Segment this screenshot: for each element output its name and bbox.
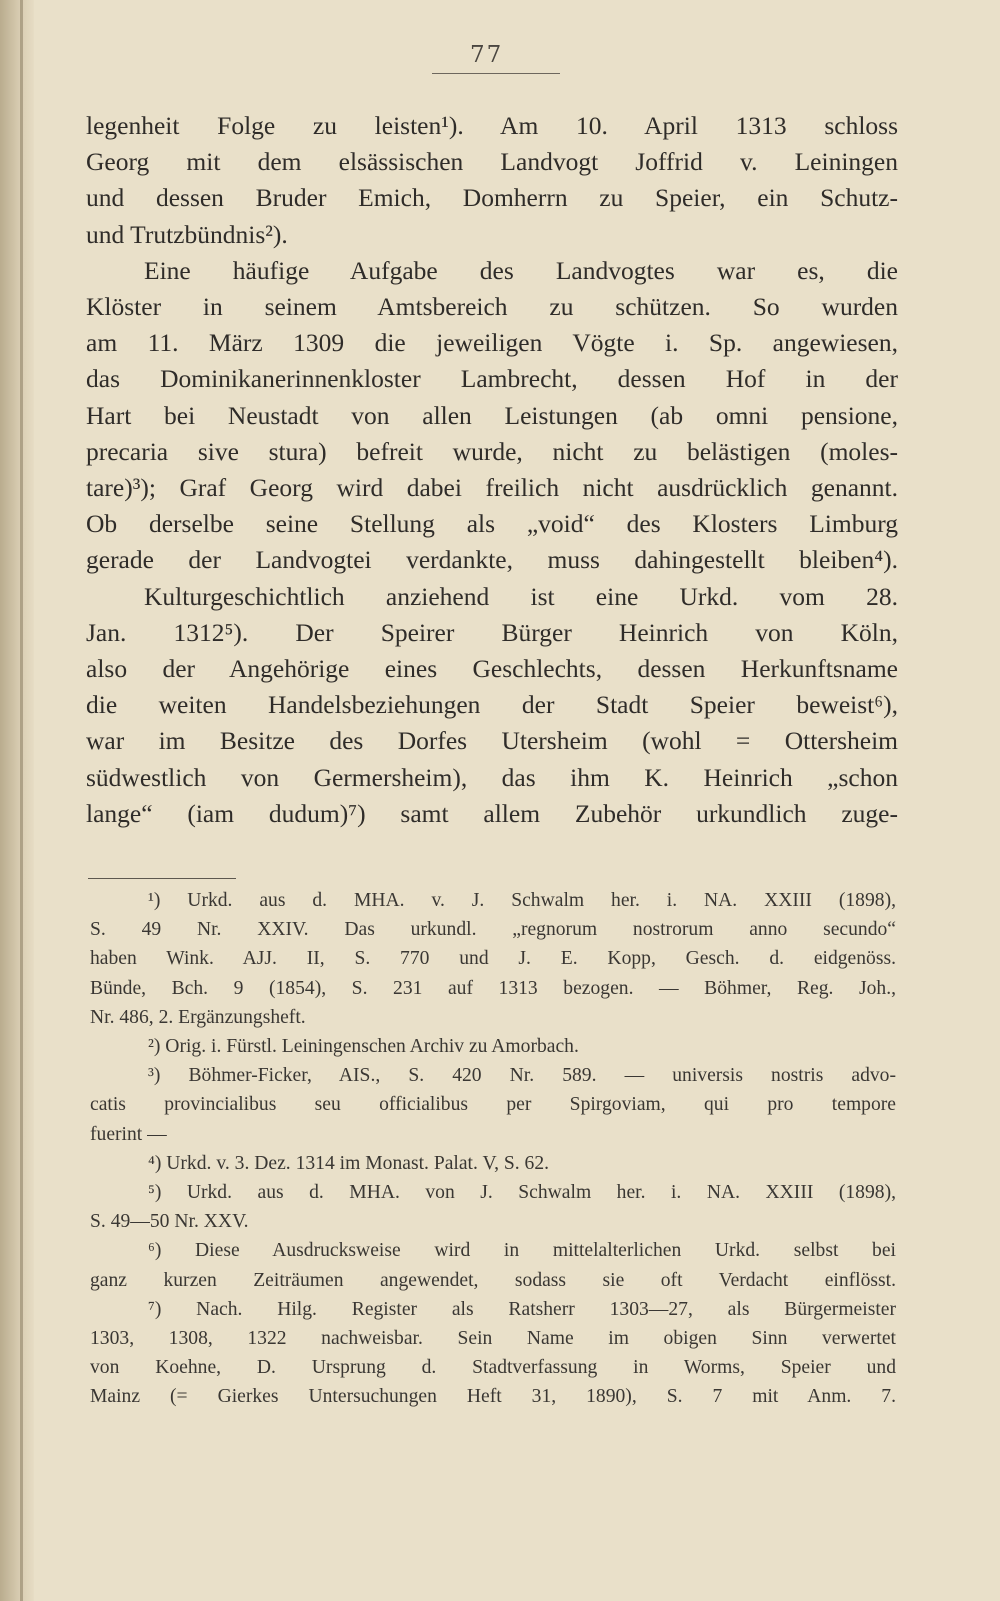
text-line: gerade der Landvogtei verdankte, muss dahingestellt bleiben⁴).	[86, 545, 898, 575]
footnote-line: Mainz (= Gierkes Untersuchungen Heft 31, 1890), S. 7 mit Anm. 7.	[90, 1386, 896, 1408]
footnote-line: von Koehne, D. Ursprung d. Stadtverfassung in Worms, Speier und	[90, 1357, 896, 1379]
book-spine-shadow	[0, 0, 34, 1601]
text-line: legenheit Folge zu leisten¹). Am 10. April 1313 schloss	[86, 111, 898, 140]
text-line: Kulturgeschichtlich anziehend ist eine Urkd. vom 28.	[144, 581, 898, 611]
text-line: precaria sive stura) befreit wurde, nicht zu belästigen (moles-	[86, 436, 898, 466]
text-line: war im Besitze des Dorfes Utersheim (wohl = Ottersheim	[86, 726, 898, 756]
footnote-line: ⁵) Urkd. aus d. MHA. von J. Schwalm her. i. NA. XXIII (1898),	[148, 1182, 896, 1204]
footnote-line: ganz kurzen Zeiträumen angewendet, sodass sie oft Verdacht einflösst.	[90, 1269, 896, 1291]
footnote-line: ¹) Urkd. aus d. MHA. v. J. Schwalm her. i. NA. XXIII (1898),	[148, 890, 896, 911]
binding-edge	[20, 0, 23, 1601]
footnote-separator	[88, 878, 236, 879]
footnote-line: ⁶) Diese Ausdrucksweise wird in mittelalterlichen Urkd. selbst bei	[148, 1240, 896, 1262]
main-text	[86, 108, 898, 832]
footnote-line: ⁴) Urkd. v. 3. Dez. 1314 im Monast. Palat. V, S. 62.	[148, 1152, 550, 1174]
footnote-line: ⁷) Nach. Hilg. Register als Ratsherr 1303—27, als Bürgermeister	[148, 1298, 896, 1320]
text-line: das Dominikanerinnenkloster Lambrecht, dessen Hof in der	[86, 364, 898, 394]
footnote-line: catis provincialibus seu officialibus per Spirgoviam, qui pro tempore	[90, 1094, 896, 1116]
text-line: Eine häufige Aufgabe des Landvogtes war es, die	[144, 255, 898, 285]
text-line: und Trutzbündnis²).	[86, 219, 288, 249]
text-line: Georg mit dem elsässischen Landvogt Joffrid v. Leiningen	[86, 147, 898, 177]
text-line: Jan. 1312⁵). Der Speirer Bürger Heinrich von Köln,	[86, 617, 898, 647]
text-line: und dessen Bruder Emich, Domherrn zu Speier, ein Schutz-	[86, 183, 898, 213]
text-line: Klöster in seinem Amtsbereich zu schützen. So wurden	[86, 292, 898, 322]
text-line: am 11. März 1309 die jeweiligen Vögte i. Sp. angewiesen,	[86, 328, 898, 358]
footnote-line: fuerint —	[90, 1123, 167, 1145]
footnote-line: ³) Böhmer-Ficker, AIS., S. 420 Nr. 589. — universis nostris advo-	[148, 1065, 896, 1087]
text-line: die weiten Handelsbeziehungen der Stadt Speier beweist⁶),	[86, 690, 898, 720]
footnote-line: S. 49 Nr. XXIV. Das urkundl. „regnorum nostrorum anno secundo“	[90, 919, 896, 941]
footnote-line: haben Wink. AJJ. II, S. 770 und J. E. Kopp, Gesch. d. eidgenöss.	[90, 948, 896, 970]
text-line: südwestlich von Germersheim), das ihm K. Heinrich „schon	[86, 762, 898, 792]
footnote-line: ²) Orig. i. Fürstl. Leiningenschen Archiv zu Amorbach.	[148, 1036, 579, 1058]
page-number: 77	[470, 42, 504, 68]
footnotes	[90, 886, 896, 1412]
header-rule	[432, 73, 560, 74]
footnote-line: Bünde, Bch. 9 (1854), S. 231 auf 1313 bezogen. — Böhmer, Reg. Joh.,	[90, 977, 896, 999]
footnote-line: S. 49—50 Nr. XXV.	[90, 1211, 249, 1233]
footnote-line: Nr. 486, 2. Ergänzungsheft.	[90, 1006, 306, 1028]
text-line: also der Angehörige eines Geschlechts, dessen Herkunftsname	[86, 654, 898, 684]
footnote-line: 1303, 1308, 1322 nachweisbar. Sein Name im obigen Sinn verwertet	[90, 1328, 896, 1350]
text-line: Hart bei Neustadt von allen Leistungen (ab omni pensione,	[86, 400, 898, 430]
text-line: lange“ (iam dudum)⁷) samt allem Zubehör urkundlich zuge-	[86, 798, 898, 828]
text-line: tare)³); Graf Georg wird dabei freilich nicht ausdrücklich genannt.	[86, 473, 898, 503]
text-line: Ob derselbe seine Stellung als „void“ des Klosters Limburg	[86, 509, 898, 539]
